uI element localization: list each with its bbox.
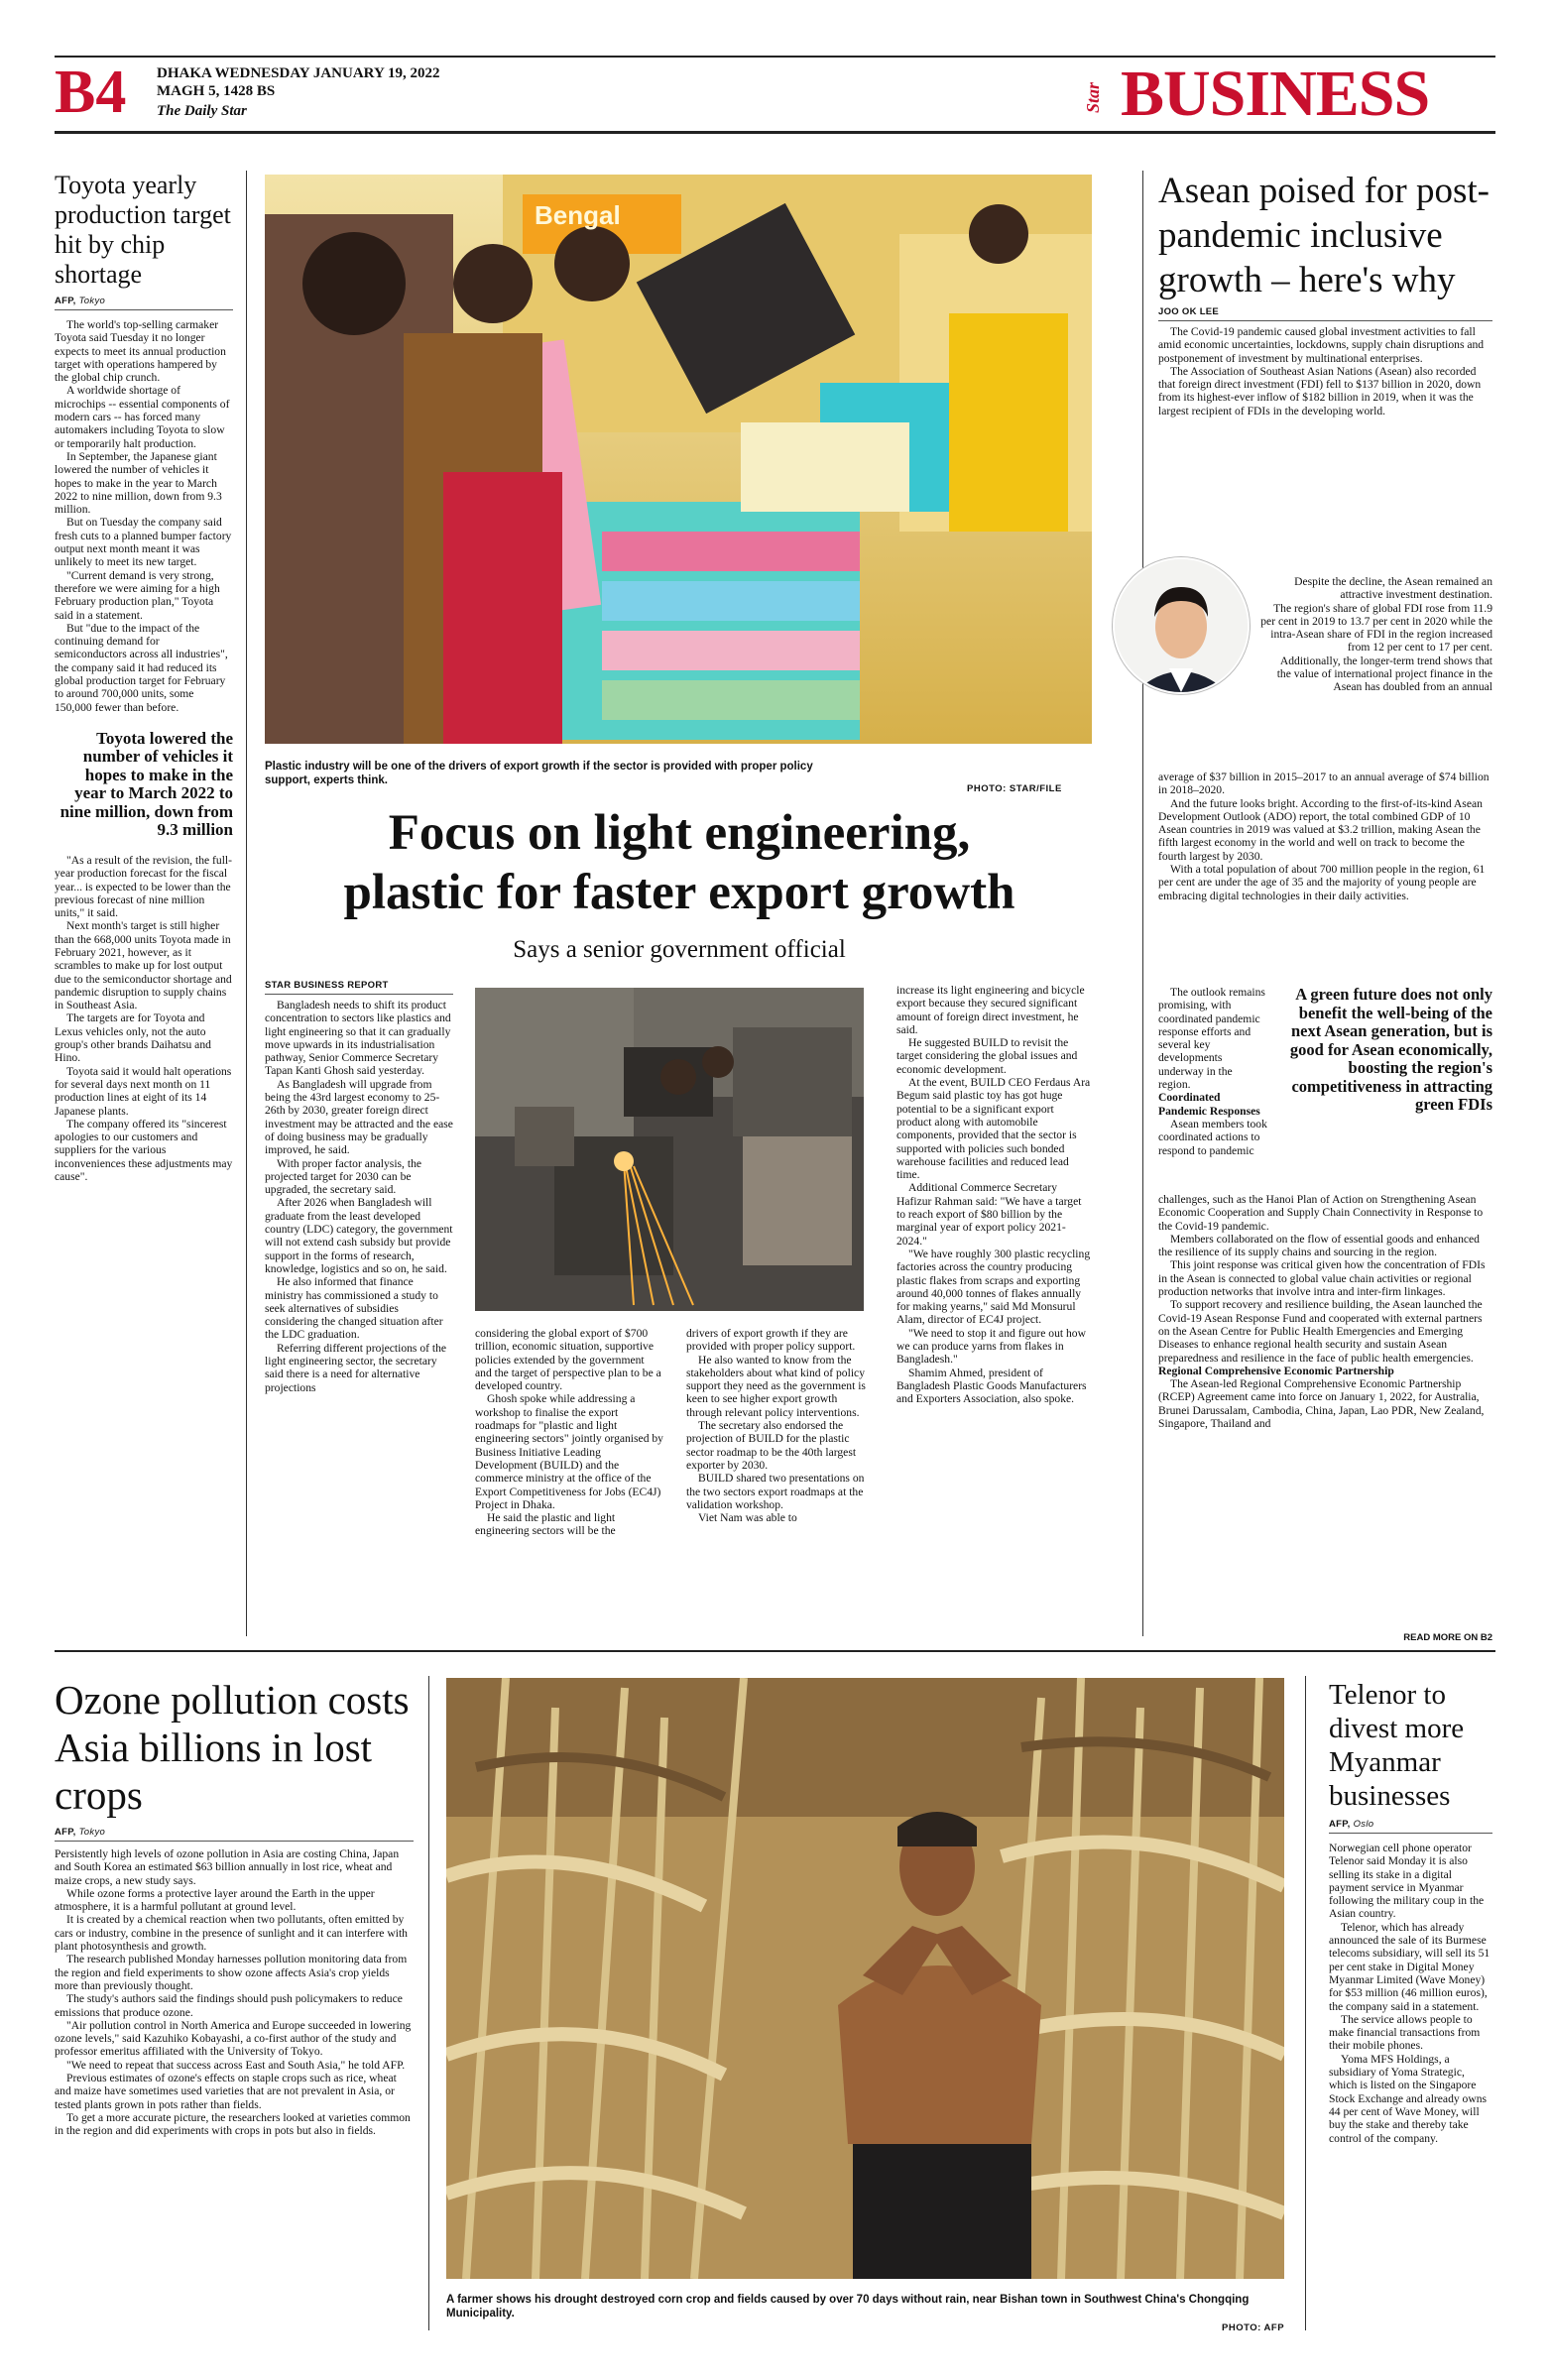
lead-headline-line2: plastic for faster export growth — [343, 865, 1015, 920]
telenor-paragraph: Telenor, which has already announced the sale of its Burmese telecoms subsidiary, will sell its 51 per cent stake in Digital Money Myanmar Limited (Wave Money) for $53 million (46 million euros), the company said in a statement. — [1329, 1920, 1490, 2013]
toyota-paragraph: A worldwide shortage of microchips -- essential components of modern cars -- has forced many automakers including Toyota to slow or temporarily halt production. — [55, 384, 230, 450]
paper-name: The Daily Star — [157, 103, 247, 119]
lead-headline-line1: Focus on light engineering, — [388, 805, 971, 861]
telenor-paragraph: The service allows people to make financial transactions from their mobile phones. — [1329, 2012, 1481, 2053]
lead-paragraph: He also informed that finance ministry has commissioned a study to seek alternatives of subsidies considering the changed situation after the LDC graduation. — [265, 1275, 443, 1342]
lead-paragraph: Shamim Ahmed, president of Bangladesh Plastic Goods Manufacturers and Exporters Association, also spoke. — [896, 1366, 1087, 1406]
lead-col2-body — [475, 1327, 663, 1538]
asean-story — [1158, 169, 1492, 417]
lead-paragraph: considering the global export of $700 trillion, economic situation, supportive policies extended by the government and the target of perspective plan to be a developed country. — [475, 1327, 661, 1393]
ozone-body — [55, 1847, 414, 2138]
lead-col2 — [475, 1327, 663, 1538]
asean-byline: JOO OK LEE — [1158, 306, 1492, 321]
asean-paragraph: To support recovery and resilience building, the Asean launched the Covid-19 Asean Response Fund and cooperated with external partners on the Asean Centre for Public Health Emergencies and Emerging Diseases to enhance regional health security and sustain Asean preparedness and resilience in the face of public health emergencies. — [1158, 1298, 1483, 1365]
asean-paragraph: The Association of Southeast Asian Nations (Asean) also recorded that foreign direct investment (FDI) fell to $137 billion in 2020, down from its highest-ever inflow of $182 billion in 2019, when it was the largest recipient of FDIs in the developing world. — [1158, 364, 1482, 417]
lead-headline — [258, 803, 1101, 922]
dateline: DHAKA WEDNESDAY JANUARY 19, 2022 — [157, 65, 440, 81]
asean-paragraph: With a total population of about 700 million people in the region, 61 per cent are under the age of 35 and the majority of young people are embracing digital technologies in their daily activities. — [1158, 863, 1486, 902]
lead-paragraph: He said the plastic and light engineering sectors will be the — [475, 1511, 616, 1538]
telenor-headline: Telenor to divest more Myanmar businesses — [1329, 1679, 1465, 1812]
column-divider — [1305, 1676, 1306, 2330]
toyota-paragraph: "As a result of the revision, the full-year production forecast for the fiscal year... is expected to be lower than the previous forecast of nine million units," it said. — [55, 853, 233, 920]
lead-col4 — [896, 984, 1091, 1406]
lead-paragraph: Additional Commerce Secretary Hafizur Rahman said: "We have a target to reach export of $80 billion by the marginal year of export policy 2021-2024." — [896, 1181, 1082, 1248]
ozone-photo-credit: PHOTO: AFP — [1222, 2322, 1285, 2333]
lead-deck: Says a senior government official — [513, 936, 846, 963]
lead-paragraph: Ghosh spoke while addressing a workshop to finalise the export roadmaps for "plastic and light engineering sectors" jointly organised by Business Initiative Leading Development (BUILD) and the commerce ministry at the office of the Export Competitiveness for Jobs (EC4J) Project in Dhaka. — [475, 1392, 663, 1511]
toyota-paragraph: Next month's target is still higher than the 668,000 units Toyota made in February 2021, however, as it scrambles to make up for lost output due to the semiconductor shortage and pandemic disruption to supply chains in Southeast Asia. — [55, 919, 232, 1012]
corn-field-photo — [446, 1678, 1284, 2279]
asean-body-mid — [1158, 771, 1492, 902]
asean-paragraph: Despite the decline, the Asean remained an attractive investment destination. — [1294, 575, 1492, 602]
lead-paragraph: Viet Nam was able to — [698, 1511, 797, 1525]
lead-col1 — [265, 980, 453, 1394]
toyota-story — [55, 171, 233, 1183]
lead-paragraph: "We have roughly 300 plastic recycling factories across the country producing plastic flakes from scraps and exporting around 40,000 tonnes of flakes annually for making yearns," said Md Monsurul Alam, director of EC4J project. — [896, 1247, 1091, 1327]
toyota-paragraph: In September, the Japanese giant lowered the number of vehicles it hopes to make in the year to March 2022 to nine million, down from 9.3 million. — [55, 449, 222, 517]
lead-col4-body — [896, 984, 1091, 1406]
asean-paragraph: Members collaborated on the flow of essential goods and enhanced the resilience of its supply chains and sourcing in the region. — [1158, 1232, 1480, 1259]
ozone-photo-caption: A farmer shows his drought destroyed corn crop and fields caused by over 70 days without rain, near Bishan town in Southwest China's Chongqing Municipality. — [446, 2294, 1250, 2320]
toyota-byline-agency: AFP, — [55, 296, 76, 306]
lead-paragraph: With proper factor analysis, the projected target for 2030 can be upgraded, the secretary said. — [265, 1156, 422, 1197]
toyota-paragraph: "Current demand is very strong, therefore we were aiming for a high February production plan," Toyota said in a statement. — [55, 568, 220, 622]
lead-paragraph: drivers of export growth if they are provided with proper policy support. — [686, 1327, 856, 1354]
lead-paragraph: At the event, BUILD CEO Ferdaus Ara Begum said plastic toy has got huge potential to be a significant export product along with automobile components, provided that the sector is supported with policies such bonded warehouse facilities and reduced lead time. — [896, 1076, 1091, 1182]
telenor-byline — [1329, 1819, 1492, 1834]
plastic-store-photo — [265, 175, 1092, 744]
author-portrait — [1113, 557, 1250, 694]
lead-paragraph: BUILD shared two presentations on the two sectors export roadmaps at the validation workshop. — [686, 1472, 865, 1511]
asean-paragraph: The region's share of global FDI rose from 11.9 per cent in 2019 to 13.7 per cent in 2020 while the intra-Asean share of FDI in the region increased from 12 per cent to 17 per cent. — [1260, 601, 1492, 654]
lead-paragraph: As Bangladesh will upgrade from being the 43rd largest economy to 25-26th by 2030, greater foreign direct investment may be attracted and the ease of doing business may be gradually improved, he said. — [265, 1077, 453, 1157]
asean-paragraph: The Asean-led Regional Comprehensive Economic Partnership (RCEP) Agreement came into force on January 1, 2022, for Australia, Brunei Darussalam, Cambodia, China, Japan, Lao PDR, New Zealand, Singapore, Thailand and — [1158, 1377, 1485, 1431]
store-sign: Bengal — [535, 200, 621, 230]
ozone-paragraph: The study's authors said the findings should push policymakers to reduce emissions that produce ozone. — [55, 1992, 403, 2019]
section-title: BUSINESS — [1121, 58, 1430, 130]
lead-paragraph: After 2026 when Bangladesh will graduate from the least developed country (LDC) category, the government will not extend cash subsidy but provide support in the forms of research, knowledge, logistics and so on, he said. — [265, 1196, 453, 1275]
asean-pullquote: A green future does not only benefit the well-being of the next Asean generation, but is good for Asean economically, boosting the region's competitiveness in attracting green FDIs — [1289, 985, 1492, 1114]
asean-mid — [1158, 771, 1492, 902]
toyota-byline — [55, 296, 233, 310]
asean-subhead: Coordinated Pandemic Responses — [1158, 1091, 1260, 1118]
asean-body-wrap — [1257, 575, 1492, 694]
telenor-paragraph: Yoma MFS Holdings, a subsidiary of Yoma Strategic, which is listed on the Singapore Stock Exchange and already owns 44 per cent of Wave Money, will buy the stake and thereby take control of the company. — [1329, 2052, 1488, 2145]
ozone-byline-place: Tokyo — [78, 1827, 106, 1838]
ozone-paragraph: Previous estimates of ozone's effects on staple crops such as rice, wheat and maize have sometimes used varieties that are not prevalent in Asia, or tested plants grown in pots rather than fields. — [55, 2072, 397, 2111]
asean-left-col — [1158, 986, 1267, 1157]
toyota-paragraph: The world's top-selling carmaker Toyota said Tuesday it no longer expects to meet its annual production target with operations hampered by the global chip crunch. — [55, 318, 226, 385]
lead-byline: STAR BUSINESS REPORT — [265, 980, 453, 995]
ozone-paragraph: While ozone forms a protective layer around the Earth in the upper atmosphere, it is a harmful pollutant at ground level. — [55, 1886, 375, 1914]
lead-paragraph: Referring different projections of the light engineering sector, the secretary said there is a need for alternative projections — [265, 1341, 447, 1394]
ozone-paragraph: To get a more accurate picture, the researchers looked at varieties common in the region and did experiments with crops in pots but also in fields. — [55, 2110, 411, 2138]
lead-paragraph: Bangladesh needs to shift its product concentration to sectors like plastics and light engineering so that it can gradually move upwards in its industrialisation pathway, Senior Commerce Secretary Tapan Kanti Ghosh said yesterday. — [265, 999, 451, 1078]
asean-paragraph: And the future looks bright. According to the first-of-its-kind Asean Development Outlook (ADO) report, the total combined GDP of 10 Asean countries in 2019 was valued at $3.2 trillion, making Asean the fifth largest economy in the world and well on track to become the fourth largest by 2030. — [1158, 796, 1483, 863]
asean-paragraph: The Covid-19 pandemic caused global investment activities to fall amid economic uncertainties, lockdowns, supply chain disruptions and postponement of investment by multinational enterprises. — [1158, 325, 1485, 365]
toyota-paragraph: Toyota said it would halt operations for several days next month on 11 production lines at eight of its 14 Japanese plants. — [55, 1064, 232, 1118]
asean-paragraph: average of $37 billion in 2015–2017 to an annual average of $74 billion in 2018–2020. — [1158, 771, 1490, 797]
asean-paragraph: Additionally, the longer-term trend shows that the value of international project finance in the Asean has doubled from an annual — [1276, 654, 1492, 694]
telenor-body — [1329, 1842, 1492, 2145]
column-divider — [246, 171, 247, 1636]
asean-headline: Asean poised for post-pandemic inclusive growth – here's why — [1158, 171, 1490, 300]
masthead-rule — [55, 131, 1495, 134]
lead-paragraph: He suggested BUILD to revisit the target considering the global issues and economic development. — [896, 1036, 1078, 1076]
asean-paragraph: This joint response was critical given how the concentration of FDIs in the Asean is connected to global value chain activities or regional production networks that involve intra and inter-firm linkages. — [1158, 1258, 1486, 1299]
asean-body-left — [1158, 986, 1267, 1157]
section-rule — [55, 1650, 1495, 1652]
toyota-pullquote: Toyota lowered the number of vehicles it hopes to make in the year to March 2022 to nine million, down from 9.3 million — [60, 728, 233, 840]
asean-body-top — [1158, 325, 1492, 417]
asean-paragraph: challenges, such as the Hanoi Plan of Action on Strengthening Asean Economic Cooperation and Supply Chain Connectivity in Response to the Covid-19 pandemic. — [1158, 1193, 1484, 1233]
ozone-byline-agency: AFP, — [55, 1827, 76, 1838]
ozone-headline: Ozone pollution costs Asia billions in lost crops — [55, 1677, 410, 1818]
section-logo: Star — [1083, 81, 1103, 113]
ozone-story — [55, 1676, 414, 2138]
light-engineering-photo — [475, 988, 864, 1311]
asean-bottom — [1158, 1193, 1492, 1430]
asean-paragraph: The outlook remains promising, with coordinated pandemic response efforts and several key developments underway in the region. — [1158, 986, 1265, 1092]
toyota-headline: Toyota yearly production target hit by chip shortage — [55, 171, 231, 289]
toyota-paragraph: But "due to the impact of the continuing demand for semiconductors across all industries", the company said it had reduced its global production target for February to around 700,000 units, some 150,000 fewer than before. — [55, 621, 228, 714]
toyota-body-top — [55, 318, 233, 714]
lead-col3-body — [686, 1327, 875, 1524]
lead-paragraph: "We need to stop it and figure out how we can produce yarns from flakes in Bangladesh." — [896, 1326, 1086, 1367]
ozone-paragraph: "Air pollution control in North America and Europe succeeded in lowering ozone levels," said Kazuhiko Kobayashi, a co-first author of the study and professor emeritus affiliated with the University of Tokyo. — [55, 2018, 412, 2059]
asean-paragraph: Asean members took coordinated actions to respond to pandemic — [1158, 1117, 1267, 1157]
telenor-byline-place: Oslo — [1353, 1819, 1374, 1830]
ozone-byline — [55, 1827, 414, 1842]
page-number: B4 — [55, 59, 127, 126]
lead-paragraph: The secretary also endorsed the projection of BUILD for the plastic sector roadmap to be the 40th largest exporter by 2030. — [686, 1419, 857, 1472]
ozone-paragraph: Persistently high levels of ozone pollution in Asia are costing China, Japan and South Korea an estimated $63 billion annually in lost rice, wheat and maize crops, a new study says. — [55, 1847, 400, 1887]
toyota-paragraph: The company offered its "sincerest apologies to our customers and suppliers for the various inconveniences these adjustments may cause". — [55, 1117, 233, 1184]
column-divider — [428, 1676, 429, 2330]
telenor-byline-agency: AFP, — [1329, 1819, 1351, 1830]
asean-subhead: Regional Comprehensive Economic Partnership — [1158, 1364, 1394, 1377]
toyota-byline-place: Tokyo — [78, 296, 106, 306]
ozone-paragraph: It is created by a chemical reaction when two pollutants, often emitted by cars or industry, combine in the presence of sunlight and it can interfere with plant photosynthesis and growth. — [55, 1913, 408, 1954]
telenor-paragraph: Norwegian cell phone operator Telenor said Monday it is also selling its stake in a digital payment service in Myanmar following the military coup in the Asian country. — [1329, 1842, 1485, 1921]
lead-photo-credit: PHOTO: STAR/FILE — [967, 783, 1062, 794]
column-divider — [1142, 171, 1143, 1636]
telenor-story — [1329, 1678, 1492, 2145]
lead-col3 — [686, 1327, 875, 1524]
toyota-paragraph: The targets are for Toyota and Lexus vehicles only, not the auto group's other brands Daihatsu and Hino. — [55, 1012, 211, 1065]
toyota-body-bottom — [55, 854, 233, 1183]
lead-paragraph: increase its light engineering and bicycle export because they secured significant amount of foreign direct investment, he said. — [896, 984, 1085, 1036]
toyota-paragraph: But on Tuesday the company said fresh cuts to a planned bumper factory output next month meant it was unlikely to meet its new target. — [55, 516, 232, 569]
lead-photo-caption: Plastic industry will be one of the drivers of export growth if the sector is provided with proper policy support, experts think. — [265, 761, 813, 786]
lead-col1-body — [265, 999, 453, 1394]
asean-jump-link[interactable]: READ MORE ON B2 — [1403, 1632, 1492, 1643]
ozone-paragraph: "We need to repeat that success across East and South Asia," he told AFP. — [66, 2058, 406, 2072]
asean-body-bottom — [1158, 1193, 1492, 1430]
bengali-date: MAGH 5, 1428 BS — [157, 83, 276, 99]
lead-paragraph: He also wanted to know from the stakeholders about what kind of policy support they need as the government is keen to see higher export growth through relevant policy interventions. — [686, 1353, 866, 1419]
asean-wrap — [1257, 575, 1492, 694]
ozone-paragraph: The research published Monday harnesses pollution monitoring data from the region and field experiments to show ozone affects Asia's crop yields more than previously thought. — [55, 1953, 408, 1992]
